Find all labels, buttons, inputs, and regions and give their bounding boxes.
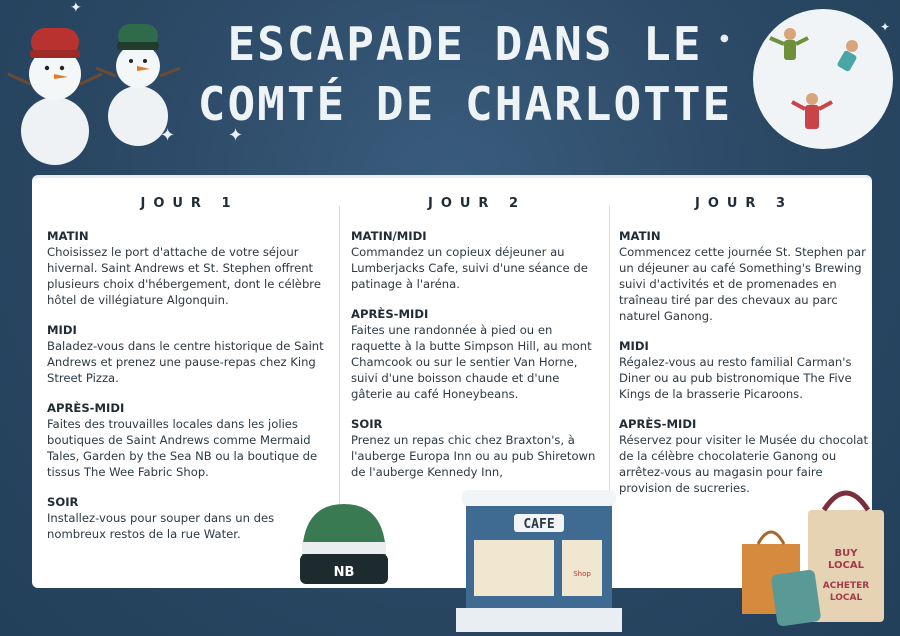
- day-1-evening: [47, 494, 332, 542]
- title-line-1: ESCAPADE DANS LE: [227, 17, 703, 71]
- section-text: Prenez un repas chic chez Braxton's, à l'auberge Europa Inn ou au pub Shiretown de l'auberge Kennedy Inn,: [351, 433, 596, 479]
- beanie-illustration: [296, 498, 392, 590]
- day-3-morning: [619, 228, 869, 324]
- shopping-bags-illustration: [738, 480, 888, 630]
- bag-text-line-1: BUY: [834, 548, 858, 559]
- section-label: APRÈS-MIDI: [351, 307, 429, 321]
- beanie-text: NB: [333, 565, 355, 580]
- section-text: Commandez un copieux déjeuner au Lumberjacks Cafe, suivi d'une séance de patinage à l'aréna.: [351, 245, 588, 291]
- cafe-sign: CAFE: [523, 517, 555, 532]
- day-2-column: [351, 196, 603, 494]
- day-1-afternoon: [47, 400, 332, 480]
- day-2-morning-noon: [351, 228, 603, 292]
- snow-angels-illustration: [752, 4, 894, 154]
- section-label: MIDI: [619, 339, 649, 353]
- day-3-noon: [619, 338, 869, 402]
- section-label: APRÈS-MIDI: [47, 401, 125, 415]
- snowflake-icon: ✦: [160, 125, 176, 146]
- cafe-illustration: [456, 486, 622, 632]
- section-text: Régalez-vous au resto familial Carman's Diner ou au pub bistronomique The Five Kings de la brasserie Picaroons.: [619, 355, 852, 401]
- day-3-column: [619, 196, 869, 510]
- section-text: Réservez pour visiter le Musée du chocolat de la célèbre chocolaterie Ganong ou arrêtez-vous au magasin pour faire provision de sucreries.: [619, 433, 869, 495]
- section-text: Choisissez le port d'attache de votre séjour hivernal. Saint Andrews et St. Stephen offrent plusieurs choix d'hébergement, dont le célèbre hôtel de villégiature Algonquin.: [47, 245, 321, 307]
- section-text: Faites des trouvailles locales dans les jolies boutiques de Saint Andrews comme Mermaid Tales, Garden by the Sea NB ou la boutique de tissus The Wee Fabric Shop.: [47, 417, 318, 479]
- bag-text-line-2: LOCAL: [828, 560, 864, 571]
- section-label: SOIR: [351, 417, 383, 431]
- day-1-heading: JOUR 1: [140, 196, 239, 211]
- day-2-heading: JOUR 2: [427, 196, 527, 211]
- section-text: Faites une randonnée à pied ou en raquette à la butte Simpson Hill, au mont Chamcook ou sur le sentier Van Horne, suivi d'une boisson chaude et d'une gâterie au café Honeybeans.: [351, 323, 592, 401]
- bag-text-line-3: ACHETER: [822, 581, 870, 591]
- section-label: SOIR: [47, 495, 79, 509]
- title-line-2: COMTÉ DE CHARLOTTE: [197, 77, 733, 131]
- snowmen-illustration: [0, 6, 190, 176]
- snowman-left: [8, 28, 102, 165]
- section-label: APRÈS-MIDI: [619, 417, 697, 431]
- day-1-column: [47, 196, 332, 556]
- page-title: [185, 14, 745, 134]
- section-label: MATIN: [619, 229, 661, 243]
- section-text: Baladez-vous dans le centre historique de Saint Andrews et prenez une pause-repas chez King Street Pizza.: [47, 339, 324, 385]
- snowflake-icon: ✦: [228, 125, 244, 146]
- day-2-afternoon: [351, 306, 603, 402]
- section-text: Commencez cette journée St. Stephen par un déjeuner au café Something's Brewing suivi d'activités et de promenades en traîneau tiré par des chevaux au parc naturel Ganong.: [619, 245, 866, 323]
- section-label: MIDI: [47, 323, 77, 337]
- day-1-noon: [47, 322, 332, 386]
- section-label: MATIN/MIDI: [351, 229, 427, 243]
- bag-text-line-4: LOCAL: [829, 593, 863, 603]
- section-text: Installez-vous pour souper dans un des nombreux restos de la rue Water.: [47, 511, 275, 541]
- column-divider: [339, 206, 340, 536]
- snowflake-icon: ✦: [880, 20, 891, 34]
- day-1-morning: [47, 228, 332, 308]
- cafe-shop-sign: Shop: [573, 570, 591, 578]
- section-label: MATIN: [47, 229, 89, 243]
- snowflake-icon: ✦: [70, 0, 82, 16]
- day-2-evening: [351, 416, 603, 480]
- day-3-heading: JOUR 3: [694, 196, 794, 211]
- snowflake-icon: ●: [720, 33, 729, 44]
- snowman-right: [96, 24, 180, 146]
